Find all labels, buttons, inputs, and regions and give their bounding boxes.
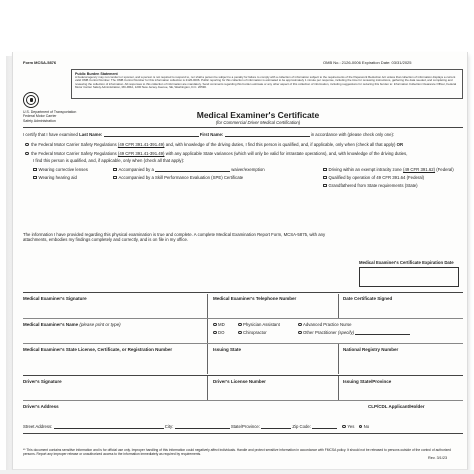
certify-line [23,132,394,137]
first-name-label: First Name: [199,132,224,137]
hearing-label: Wearing hearing aid [38,175,77,180]
waiver-checkbox[interactable] [113,168,117,172]
state-label: State/Province: [230,424,260,429]
opt1-post: and, with knowledge of the driving duties, I find this person is qualified, and, if applicable, only when (check all that apply) [165,142,396,147]
row-divider [23,343,463,344]
form-title: Medical Examiner's Certificate [196,110,320,120]
registry-field[interactable] [343,354,458,370]
zip-field[interactable] [312,425,337,429]
opt2-continuation: I find this person is qualified, and, if applicable, only when (check all that apply): [33,158,185,163]
column-divider [207,376,208,400]
cond-hearing [33,175,77,180]
credential-md [213,322,225,327]
other-field[interactable] [355,331,410,335]
zone-federal: (Federal) [436,167,454,172]
grandfathered-label: Grandfathered from State requirements [328,183,404,188]
agency-line-2: Federal Motor Carrier [23,114,57,119]
opt2-text: the Federal Motor Carrier Safety Regulations [31,151,117,156]
driver-license-field[interactable] [213,386,333,398]
cond-grandfathered [323,183,418,188]
cond-waiver [113,167,265,172]
page-bottom-edge [0,470,474,474]
divider [23,433,463,434]
other-radio[interactable] [298,331,302,335]
driver-issuing-field[interactable] [343,386,458,398]
driver-signature-field[interactable] [23,386,203,398]
credential-pa [238,322,280,327]
state-field[interactable] [261,425,291,429]
examiner-name-hint: (please print or type) [79,322,121,327]
spe-label: Accompanied by a Skill Performance Evaluation (SPE) Certificate [118,175,244,180]
credential-chiro [238,330,267,335]
lenses-label: Wearing corrective lenses [38,167,88,172]
divider [23,292,463,293]
last-name-label: Last Name: [79,132,103,137]
last-name-field[interactable] [104,133,199,137]
attestation-text: The information I have provided regarding this physical examination is true and complete. A complete Medical Examination Report Form, MCSA-5875, with any attachments, embodies my findings completely and correctly, and is on file in my office. [23,232,326,243]
license-field[interactable] [23,354,203,370]
hearing-checkbox[interactable] [33,176,37,180]
expiration-label: Medical Examiner's Certificate Expiration Date [359,260,454,265]
cond-spe [113,175,243,180]
option-state-variance [25,151,407,156]
column-divider [207,294,208,374]
driver-license-label: Driver's License Number [213,379,266,384]
street-label: Street Address: [23,424,53,429]
agency-line-1: U.S. Department of Transportation [23,110,77,114]
examiner-phone-label: Medical Examiner's Telephone Number [213,296,297,301]
clp-label: CLP/CDL Applicant/Holder [368,404,425,409]
apn-radio[interactable] [298,323,302,327]
other-label: Other Practitioner [303,330,337,335]
md-radio[interactable] [213,323,217,327]
qualified-label: Qualified by operation of 49 CFR 391.64 [328,175,406,180]
burden-title: Public Burden Statement [75,71,118,76]
column-divider [338,294,339,318]
waiver-label: waiver/exemption [231,167,265,172]
omb-number: OMB No.: 2126-0006 Expiration Date: 03/31/2025 [323,60,412,65]
apn-label: Advanced Practice Nurse [303,322,352,327]
column-divider [338,376,339,400]
opt2-ref: (49 CFR 391.41-391.49) [117,151,165,156]
option-state-radio[interactable] [25,152,29,156]
driver-issuing-label: Issuing State/Province [343,379,392,384]
grandfathered-checkbox[interactable] [323,184,327,188]
credential-do [213,330,224,335]
issuing-state-field[interactable] [213,354,333,370]
zip-label: Zip Code: [292,424,311,429]
sensitivity-notice: ** This document contains sensitive information and is for official use only. Improper handling of this information could negatively affect individuals. Handle and protect sensitive information in accordance with FMCSA policy. It should not be released to persons outside of the control of authorized persons. Report any improper release or unauthorized access to the information immediately as required by requirements. [23,448,451,457]
pa-radio[interactable] [238,323,242,327]
city-label: City: [164,424,174,429]
opt1-or: OR [396,142,404,147]
other-hint: (specify) [337,330,355,335]
examiner-signature-label: Medical Examiner's Signature [23,296,87,301]
option-federal [25,142,403,147]
clp-no-label: No [363,424,370,429]
grandfathered-state: (State) [404,183,418,188]
lenses-checkbox[interactable] [33,168,37,172]
burden-text: A Federal agency may not conduct or sponsor, and a person is not required to respond to, nor shall a person be subject to a penalty for failure to comply with a collection of information subject to the requirements of the Paperwork Reduction Act unless that collection of information displays a current valid OMB Control Number. The OMB Control Number for this information collection is 2126-0006. Public reporting for this collection of information is estimated to be approximately 1 minute per response, including the time for reviewing instructions, gathering the data needed, and completing and reviewing the collection of information. All responses to this collection of information are mandatory. Send comments regarding this burden estimate or any other aspect of this collection of information, including suggestions for reducing this burden to: Information Collection Clearance Officer, Federal Motor Carrier Safety Administration, MC-RRA, 1200 New Jersey Avenue, SE, Washington, D.C. 20590. [75,74,457,90]
agency-line-3: Safety Administration [23,118,56,123]
clp-no-radio[interactable] [359,425,363,429]
opt2-post: with any applicable State variances (which will only be valid for intrastate operations), and, with knowledge of the driving duties, [165,151,408,156]
issuing-state-label: Issuing State [213,347,242,352]
examiner-name-text: Medical Examiner's Name [23,322,79,327]
accordance-text: in accordance with (please check only one): [310,132,395,137]
zone-ref: (49 CFR 391.62) [403,167,436,172]
zone-checkbox[interactable] [323,168,327,172]
form-number: Form MCSA-5876 [23,60,57,65]
form-subtitle: (for Commercial Driver Medical Certification) [215,120,301,125]
clp-yes-radio[interactable] [342,425,346,429]
cond-qualified [323,175,424,180]
dot-seal-icon [23,92,39,108]
date-signed-label: Date Certificate Signed [343,296,393,301]
option-federal-radio[interactable] [25,143,29,147]
address-line [23,424,369,429]
zone-label: Driving within an exempt intracity zone [328,167,402,172]
pa-label: Physician Assistant [243,322,280,327]
opt1-text: the Federal Motor Carrier Safety Regulations [31,142,117,147]
divider [23,375,463,376]
md-label: MD [218,322,225,327]
row-divider [23,318,463,319]
credential-apn [298,322,351,327]
cond-zone [323,167,454,172]
do-label: DO [218,330,225,335]
driver-address-label: Driver's Address [23,404,59,409]
first-name-field[interactable] [225,133,310,137]
opt1-ref: (49 CFR 391.41-391.49) [117,142,165,147]
chiro-radio[interactable] [238,331,242,335]
certificate-form [12,52,468,470]
clp-yes-label: Yes [347,424,355,429]
agency-name [23,110,113,123]
credential-other [298,330,410,335]
column-divider [338,344,339,374]
examiner-signature-field[interactable] [23,303,203,315]
revision-date: Rev. 3/1/23 [428,456,448,460]
registry-label: National Registry Number [343,347,399,352]
qualified-checkbox[interactable] [323,176,327,180]
row-divider [23,400,463,401]
chiro-label: Chiropractor [243,330,267,335]
divider [23,127,463,128]
examiner-name-label [23,322,121,327]
spe-checkbox[interactable] [113,176,117,180]
cond-lenses [33,167,88,172]
do-radio[interactable] [213,331,217,335]
public-burden-statement [71,69,463,99]
driver-signature-label: Driver's Signature [23,379,62,384]
street-field[interactable] [54,425,164,429]
city-field[interactable] [175,425,230,429]
expiration-date-field[interactable] [359,267,459,287]
accompanied-label: Accompanied by a [118,167,154,172]
waiver-field[interactable] [155,168,230,172]
certify-intro: I certify that I have examined [23,132,78,137]
examiner-name-field[interactable] [23,329,203,339]
qualified-federal: (Federal) [406,175,425,180]
license-label: Medical Examiner's State License, Certificate, or Registration Number [23,347,173,352]
